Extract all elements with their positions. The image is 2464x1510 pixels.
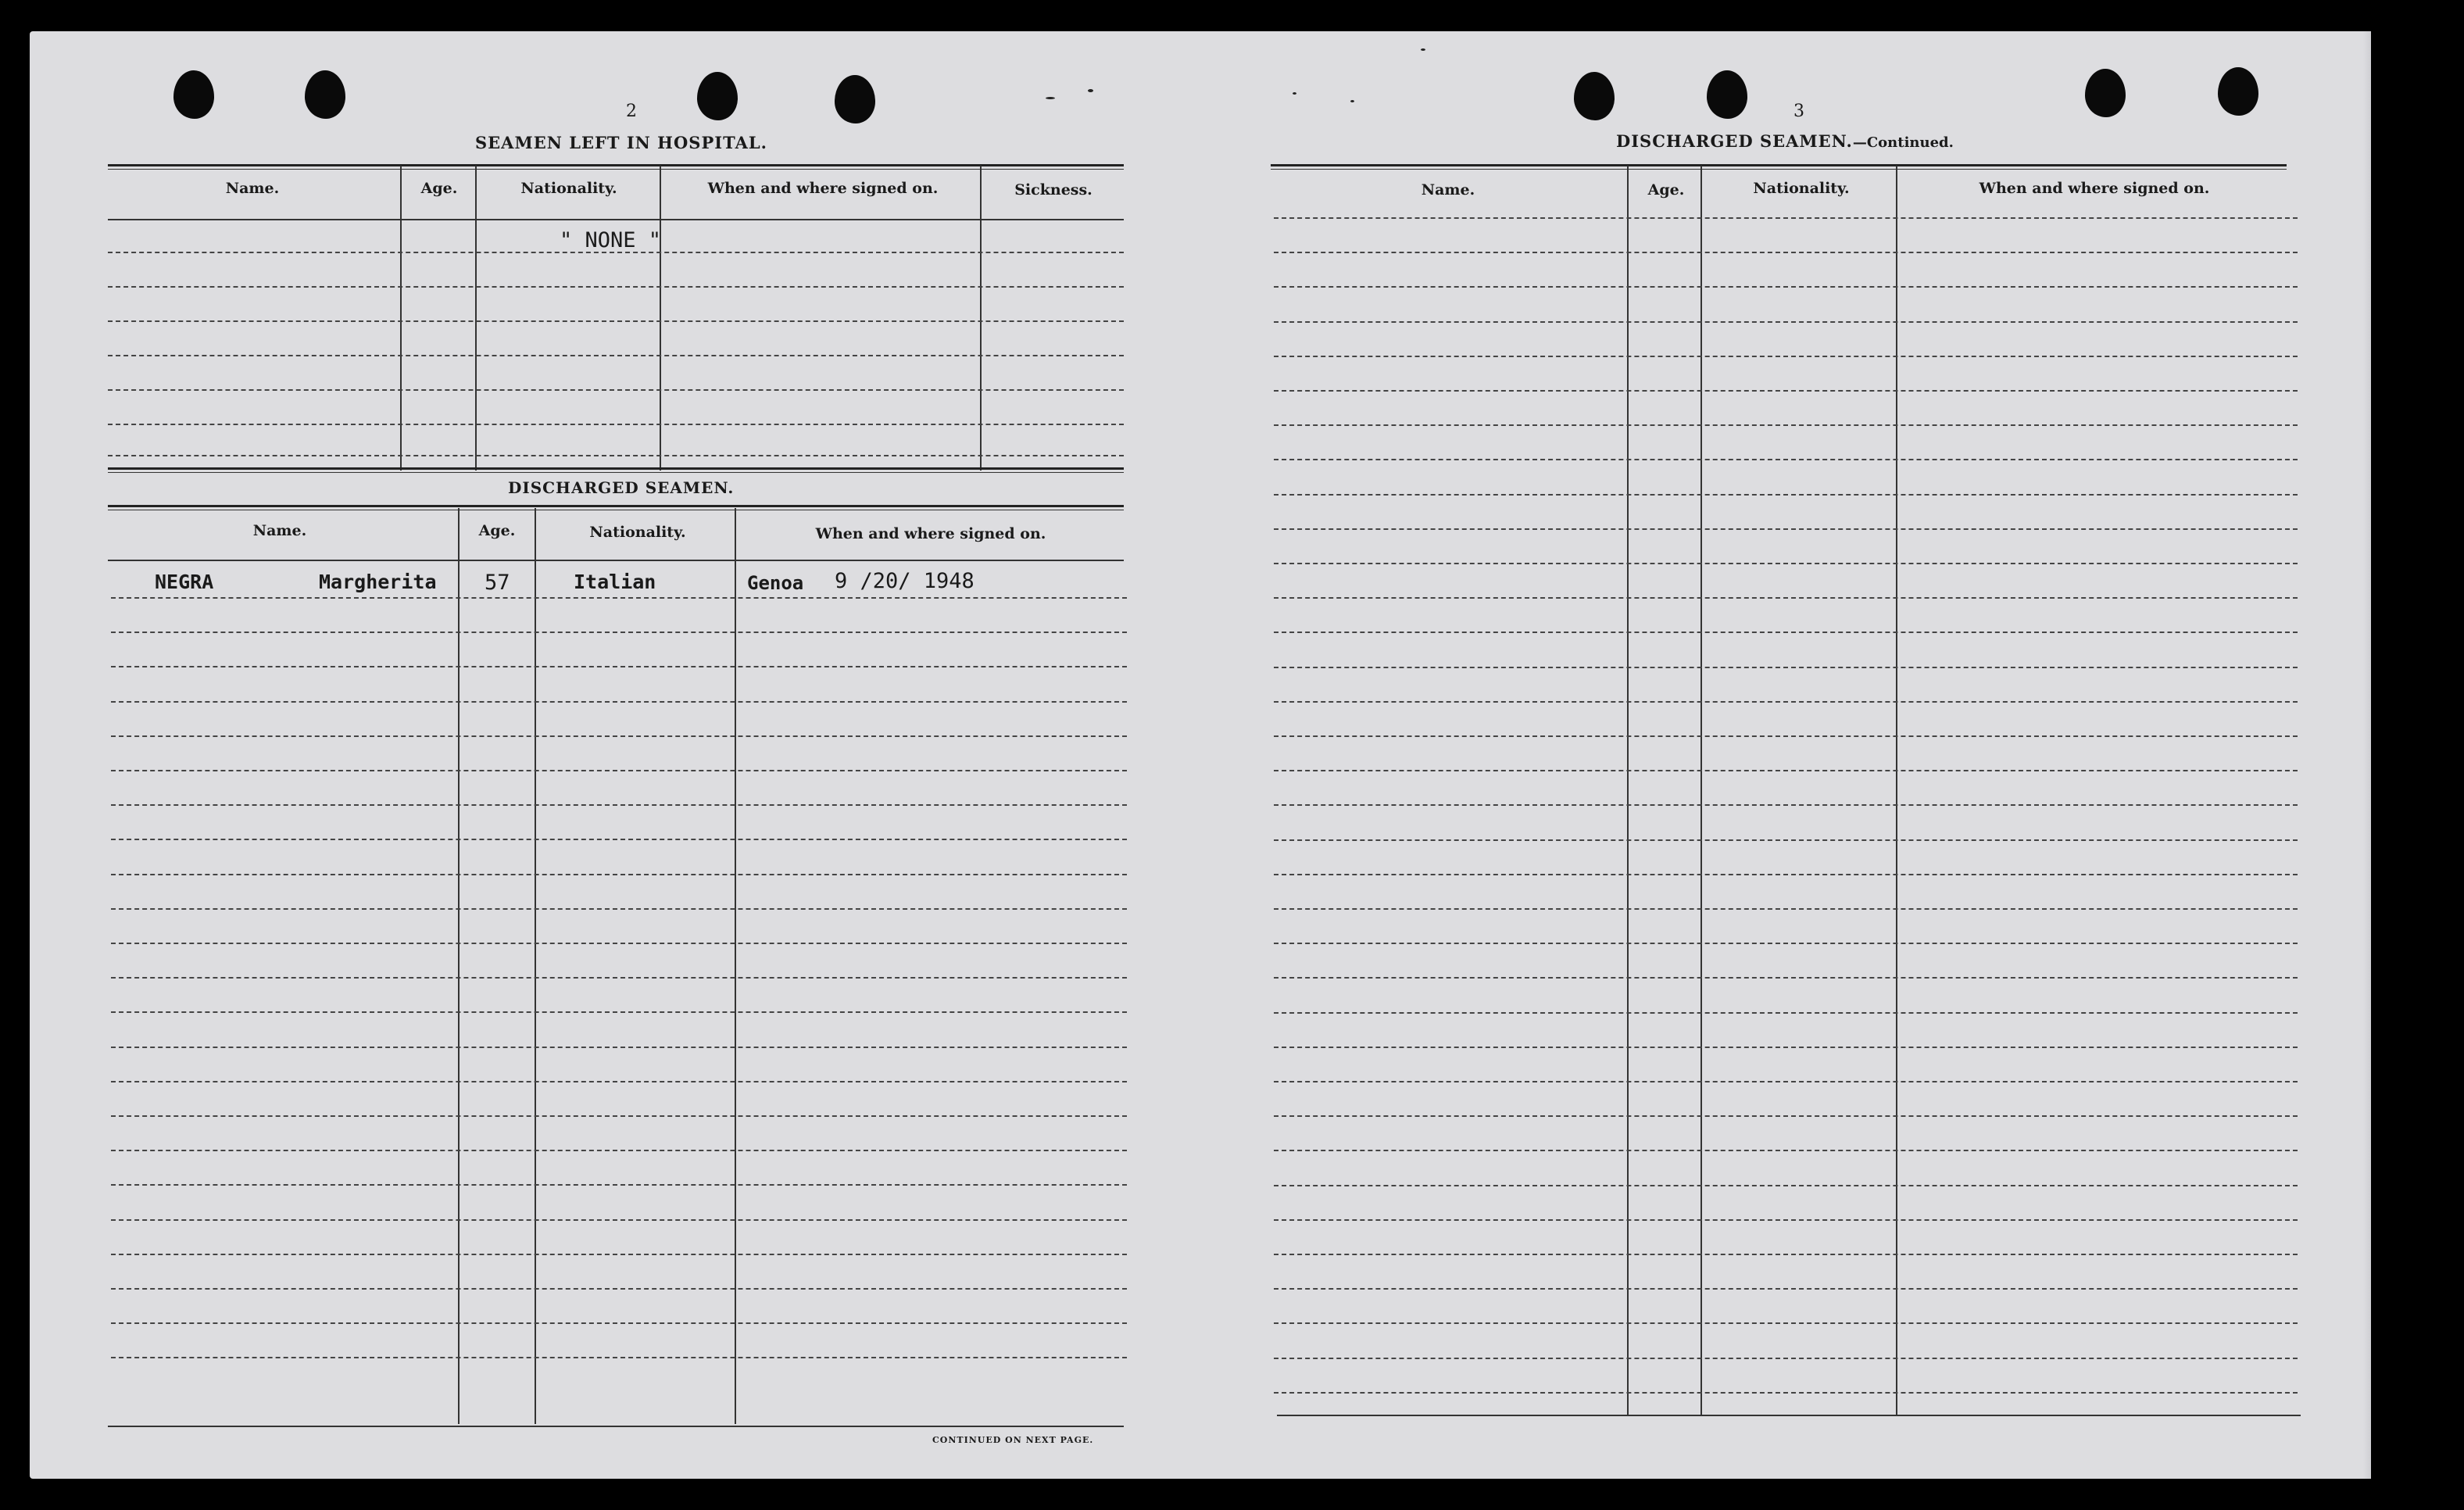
dashed-rule — [1274, 1081, 2298, 1082]
seaman-surname: NEGRA — [155, 571, 214, 593]
col-age: Age. — [1647, 181, 1685, 199]
signed-on-place: Genoa — [747, 572, 804, 594]
dashed-rule — [111, 1150, 1127, 1151]
dashed-rule — [1274, 804, 2298, 806]
dashed-rule — [1274, 494, 2298, 496]
divider — [535, 508, 536, 1424]
punch-hole — [305, 70, 345, 119]
dashed-rule — [111, 943, 1127, 944]
dashed-rule — [111, 597, 1127, 599]
dashed-rule — [1274, 563, 2298, 564]
dashed-rule — [1274, 286, 2298, 288]
dashed-rule — [111, 701, 1127, 703]
dashed-rule — [111, 977, 1127, 979]
title-main: DISCHARGED SEAMEN. — [1616, 131, 1853, 151]
seaman-given-name: Margherita — [319, 571, 437, 593]
discharged-continued-title — [1616, 131, 1954, 151]
punch-hole — [1574, 72, 1615, 120]
dashed-rule — [111, 874, 1127, 875]
rule — [108, 467, 1124, 470]
dashed-rule — [108, 320, 1124, 322]
dashed-rule — [1274, 1150, 2298, 1151]
dashed-rule — [1274, 1185, 2298, 1186]
speck — [1088, 89, 1093, 92]
dashed-rule — [1274, 632, 2298, 633]
dashed-rule — [1274, 597, 2298, 599]
dashed-rule — [108, 355, 1124, 356]
dashed-rule — [1274, 1047, 2298, 1048]
title-suffix: —Continued. — [1852, 134, 1954, 151]
col-nationality: Nationality. — [1753, 180, 1850, 197]
dashed-rule — [111, 666, 1127, 667]
speck — [1293, 92, 1296, 95]
dashed-rule — [111, 908, 1127, 910]
dashed-rule — [108, 286, 1124, 288]
hospital-entry: " NONE " — [560, 228, 662, 252]
speck — [1046, 97, 1055, 99]
punch-hole — [1707, 70, 1747, 119]
paper-edge — [2363, 31, 2371, 1479]
col-name: Name. — [1421, 181, 1475, 199]
punch-hole — [697, 72, 738, 120]
punch-hole — [173, 70, 214, 119]
rule — [1271, 164, 2287, 166]
dashed-rule — [1274, 943, 2298, 944]
divider — [1627, 166, 1629, 1416]
col-signed-on: When and where signed on. — [1979, 180, 2210, 197]
dashed-rule — [1274, 1115, 2298, 1117]
continued-note: CONTINUED ON NEXT PAGE. — [932, 1435, 1094, 1445]
divider — [1700, 166, 1702, 1416]
page-number: 3 — [1793, 102, 1804, 121]
dashed-rule — [1274, 1254, 2298, 1255]
speck — [1350, 100, 1354, 102]
dashed-rule — [1274, 321, 2298, 323]
punch-hole — [835, 75, 875, 123]
dashed-rule — [1274, 1219, 2298, 1221]
dashed-rule — [111, 839, 1127, 840]
col-name: Name. — [225, 180, 280, 197]
col-name: Name. — [252, 522, 307, 539]
dashed-rule — [1274, 459, 2298, 460]
dashed-rule — [111, 1184, 1127, 1186]
dashed-rule — [108, 389, 1124, 391]
dashed-rule — [1274, 874, 2298, 875]
rule — [108, 219, 1124, 220]
dashed-rule — [108, 455, 1124, 456]
dashed-rule — [111, 1219, 1127, 1221]
dashed-rule — [111, 1047, 1127, 1048]
rule — [108, 1426, 1124, 1427]
dashed-rule — [1274, 701, 2298, 703]
col-age: Age. — [478, 522, 516, 539]
dashed-rule — [1274, 528, 2298, 530]
dashed-rule — [1274, 839, 2298, 841]
speck — [1421, 48, 1425, 51]
col-age: Age. — [420, 180, 458, 197]
rule — [108, 560, 1124, 561]
dashed-rule — [111, 1322, 1127, 1324]
dashed-rule — [111, 1115, 1127, 1117]
col-nationality: Nationality. — [520, 180, 617, 197]
rule — [108, 505, 1124, 507]
discharged-section-title: DISCHARGED SEAMEN. — [508, 478, 735, 497]
dashed-rule — [111, 770, 1127, 771]
dashed-rule — [1274, 356, 2298, 357]
dashed-rule — [1274, 1012, 2298, 1014]
divider — [735, 508, 736, 1424]
divider — [458, 508, 460, 1424]
dashed-rule — [111, 1011, 1127, 1013]
dashed-rule — [1274, 1358, 2298, 1359]
dashed-rule — [1274, 390, 2298, 392]
signed-on-date: 9 /20/ 1948 — [835, 569, 975, 593]
rule — [108, 164, 1124, 166]
dashed-rule — [111, 1288, 1127, 1290]
seaman-age: 57 — [485, 571, 510, 595]
rule — [1277, 1415, 2301, 1416]
hospital-section-title: SEAMEN LEFT IN HOSPITAL. — [475, 133, 767, 152]
dashed-rule — [111, 1081, 1127, 1082]
dashed-rule — [111, 1254, 1127, 1255]
dashed-rule — [111, 1357, 1127, 1358]
seaman-nationality: Italian — [574, 571, 656, 593]
page-number: 2 — [626, 102, 637, 121]
dashed-rule — [111, 632, 1127, 633]
dashed-rule — [1274, 908, 2298, 910]
dashed-rule — [111, 804, 1127, 806]
dashed-rule — [1274, 667, 2298, 668]
dashed-rule — [108, 424, 1124, 425]
dashed-rule — [1274, 1322, 2298, 1324]
punch-hole — [2218, 67, 2258, 116]
col-signed-on: When and where signed on. — [707, 180, 939, 197]
col-nationality: Nationality. — [589, 524, 686, 541]
dashed-rule — [1274, 770, 2298, 771]
dashed-rule — [1274, 1392, 2298, 1394]
col-signed-on: When and where signed on. — [815, 525, 1046, 542]
ledger-sheet — [30, 31, 2371, 1479]
col-sickness: Sickness. — [1014, 181, 1093, 199]
dashed-rule — [1274, 735, 2298, 737]
dashed-rule — [1274, 252, 2298, 253]
divider — [1896, 166, 1897, 1416]
dashed-rule — [1274, 1288, 2298, 1290]
punch-hole — [2085, 69, 2126, 117]
dashed-rule — [111, 735, 1127, 737]
dashed-rule — [1274, 977, 2298, 979]
dashed-rule — [1274, 424, 2298, 426]
dashed-rule — [1274, 217, 2298, 219]
